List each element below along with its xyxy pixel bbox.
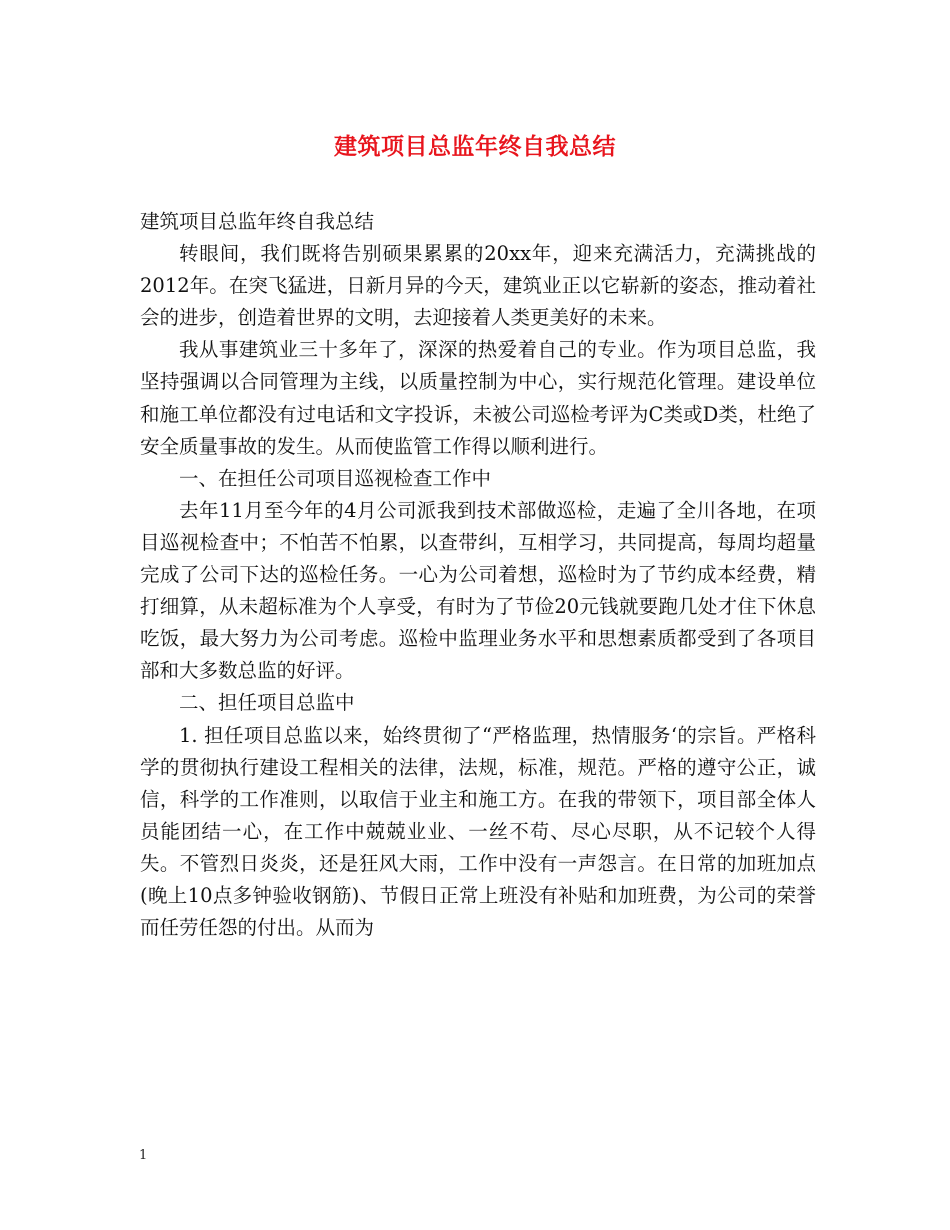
- document-subtitle: 建筑项目总监年终自我总结: [140, 210, 375, 233]
- paragraph-intro: 转眼间，我们既将告别硕果累累的20xx年，迎来充满活力，充满挑战的2012年。在突飞猛进，日新月异的今天，建筑业正以它崭新的姿态，推动着社会的进步，创造着世界的文明，去迎接着人类更美好的未来。: [140, 242, 816, 330]
- paragraph-inspection: 去年11月至今年的4月公司派我到技术部做巡检，走遍了全川各地，在项目巡视检查中；不怕苦不怕累，以查带纠，互相学习，共同提高，每周均超量完成了公司下达的巡检任务。一心为公司着想，巡检时为了节约成本经费，精打细算，从未超标准为个人享受，有时为了节俭20元钱就要跑几处才住下休息吃饭，最大努力为公司考虑。巡检中监理业务水平和思想素质都受到了各项目部和大多数总监的好评。: [140, 498, 816, 683]
- paragraph-experience: 我从事建筑业三十多年了，深深的热爱着自己的专业。作为项目总监，我坚持强调以合同管理为主线，以质量控制为中心，实行规范化管理。建设单位和施工单位都没有过电话和文字投诉，未被公司巡检考评为C类或D类，杜绝了安全质量事故的发生。从而使监管工作得以顺利进行。: [140, 338, 816, 458]
- section-heading-inspection: 一、在担任公司项目巡视检查工作中: [179, 466, 492, 490]
- page-number: 1: [139, 1148, 148, 1163]
- paragraph-director: 1. 担任项目总监以来，始终贯彻了“严格监理，热情服务‘的宗旨。严格科学的贯彻执行建设工程相关的法律，法规，标准，规范。严格的遵守公正，诚信，科学的工作准则，以取信于业主和施工方。在我的带领下，项目部全体人员能团结一心，在工作中兢兢业业、一丝不苟、尽心尽职，从不记较个人得失。不管烈日炎炎，还是狂风大雨，工作中没有一声怨言。在日常的加班加点(晚上10点多钟验收钢筋)、节假日正常上班没有补贴和加班费，为公司的荣誉而任劳任怨的付出。从而为: [140, 723, 816, 940]
- section-heading-director: 二、担任项目总监中: [179, 691, 355, 715]
- document-body: [140, 206, 816, 944]
- document-title: 建筑项目总监年终自我总结: [334, 133, 616, 160]
